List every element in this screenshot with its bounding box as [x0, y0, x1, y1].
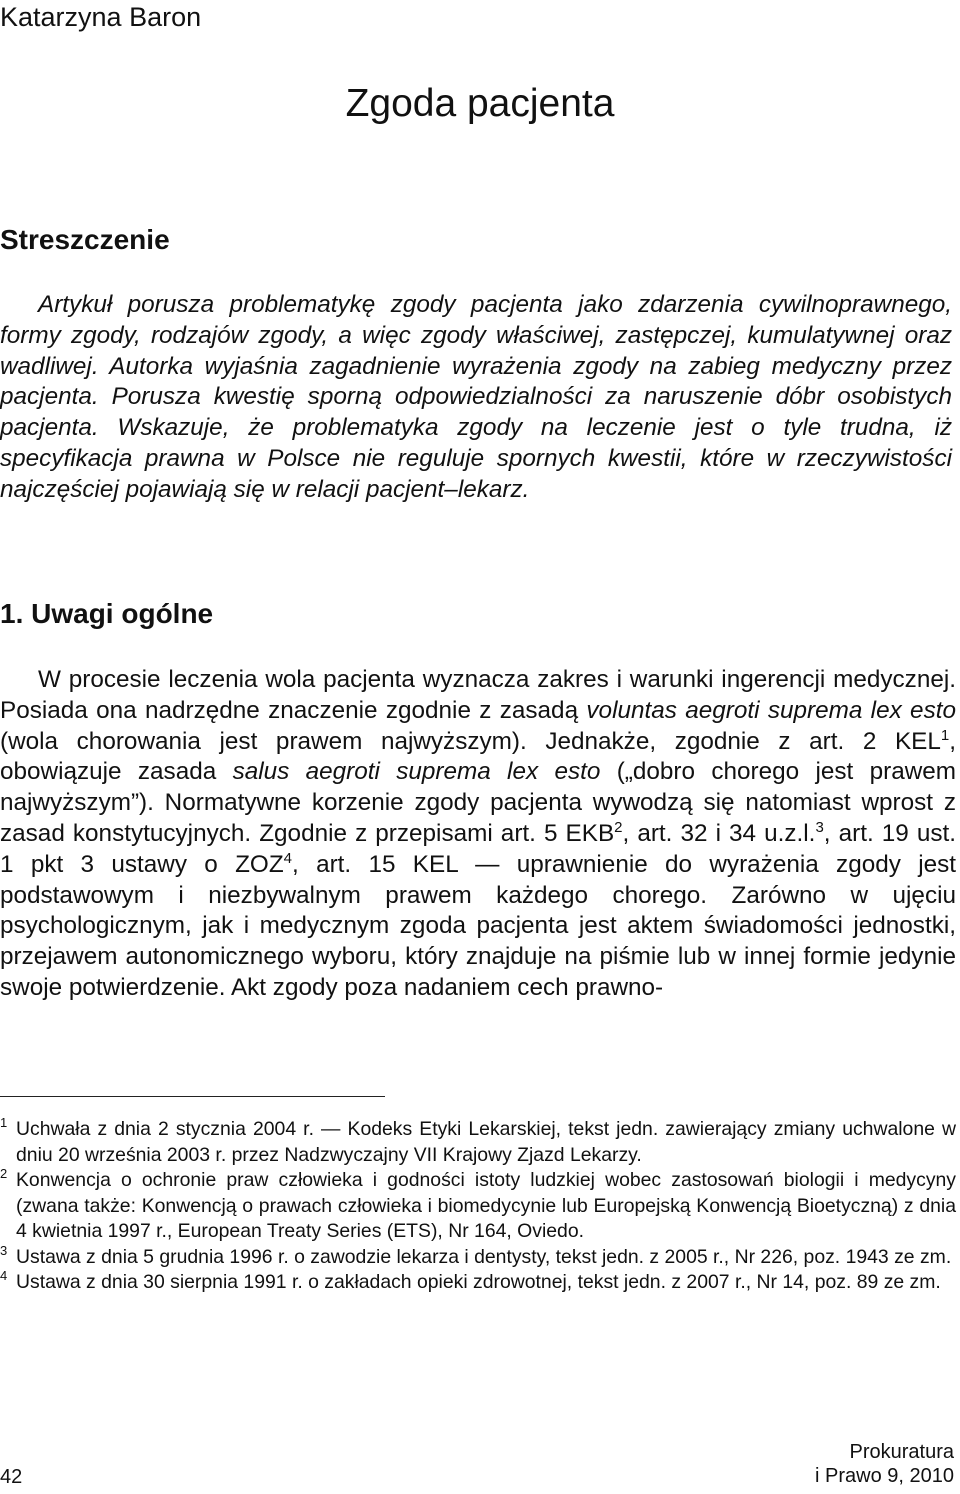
body-segment: , art. 15 KEL — uprawnienie do wyrażenia zgody jest podstawowym i niezbywalnym prawem każdego chorego. Zarówno w ujęciu psychologicznym, jak i medycznym zgoda pacjenta jest aktem świadomości jednostki, przejawem autonomicznego wyboru, który znajduje na piśmie lub w innej formie jedynie swoje potwierdzenie. Akt zgody poza nadaniem cech prawno-: [0, 850, 957, 1001]
footnote-ref[interactable]: 1: [940, 726, 950, 744]
footnote: [0, 1242, 956, 1271]
footnote: [0, 1117, 956, 1168]
footnote: [0, 1168, 956, 1245]
author-name: Katarzyna Baron: [0, 2, 202, 32]
body-segment: , obowiązuje zasada: [0, 727, 956, 786]
footnote-ref[interactable]: 4: [283, 849, 293, 867]
footnote-ref[interactable]: 3: [815, 818, 824, 836]
latin-phrase: voluntas aegroti suprema lex esto: [586, 696, 956, 724]
footnote-divider: [0, 1096, 385, 1097]
body-segment: , art. 19 ust. 1 pkt 3 ustawy o ZOZ: [0, 819, 957, 878]
footnote-number: 4: [0, 1268, 8, 1283]
abstract-text: Artykuł porusza problematykę zgody pacjenta jako zdarzenia cywilnoprawnego, formy zgody, rodzajów zgody, a więc zgody właściwej, zastępczej, kumulatywnej oraz wadliwej. Autorka wyjaśnia zagadnienie wyrażenia zgody na zabieg medyczny przez pacjenta. Porusza kwestię sporną odpowiedzialności za naruszenie dóbr osobistych pacjenta. Wskazuje, że problematyka zgody na leczenie jest o tyle trudna, iż specyfikacja prawna w Polsce nie reguluje spornych kwestii, które w rzeczywistości najczęściej pojawiają się w relacji pacjent–lekarz.: [0, 291, 952, 503]
footnote-number: 3: [0, 1242, 8, 1258]
footnote: [0, 1270, 956, 1296]
article-title: Zgoda pacjenta: [345, 82, 615, 125]
section-body: [0, 665, 956, 1004]
abstract-heading: Streszczenie: [0, 224, 170, 255]
footnote-number: 1: [0, 1115, 8, 1130]
footnote-text: Uchwała z dnia 2 stycznia 2004 r. — Kodeks Etyki Lekarskiej, tekst jedn. zawierający zmiany uchwalone w dniu 20 września 2003 r. przez Nadzwyczajny VII Krajowy Zjazd Lekarzy.: [16, 1118, 956, 1166]
footnote-text: Ustawa z dnia 5 grudnia 1996 r. o zawodzie lekarza i dentysty, tekst jedn. z 2005 r., Nr 226, poz. 1943 ze zm.: [16, 1245, 952, 1268]
body-segment: („dobro chorego jest prawem najwyższym”). Normatywne korzenie zgody pacjenta wywodzą się natomiast wprost z zasad konstytucyjnych. Zgodnie z przepisami art. 5 EKB: [0, 758, 957, 847]
footnote-text: Konwencja o ochronie praw człowieka i godności istoty ludzkiej wobec zastosowań biologii i medycyny (zwana także: Konwencją o prawach człowieka i biomedycynie lub Europejską Konwencją Bioetyczną) z dnia 4 kwietnia 1997 r., European Treaty Series (ETS), Nr 164, Oviedo.: [16, 1169, 956, 1242]
page-number: 42: [0, 1466, 23, 1488]
journal-issue: i Prawo 9, 2010: [815, 1465, 954, 1487]
journal-name: Prokuratura: [849, 1441, 954, 1463]
footnote-number: 2: [0, 1166, 8, 1181]
body-segment: (wola chorowania jest prawem najwyższym). Jednakże, zgodnie z art. 2 KEL: [0, 727, 941, 755]
body-segment: W procesie leczenia wola pacjenta wyznacza zakres i warunki ingerencji medycznej. Posiada ona nadrzędne znaczenie zgodnie z zasadą: [0, 666, 956, 724]
footnote-ref[interactable]: 2: [614, 818, 623, 836]
footnote-text: Ustawa z dnia 30 sierpnia 1991 r. o zakładach opieki zdrowotnej, tekst jedn. z 2007 r., Nr 14, poz. 89 ze zm.: [16, 1271, 941, 1293]
latin-phrase: salus aegroti suprema lex esto: [232, 758, 601, 786]
section-heading: 1. Uwagi ogólne: [0, 598, 214, 629]
body-segment: , art. 32 i 34 u.z.l.: [622, 819, 816, 847]
footnotes: [0, 1117, 956, 1296]
journal-info: [815, 1440, 954, 1488]
